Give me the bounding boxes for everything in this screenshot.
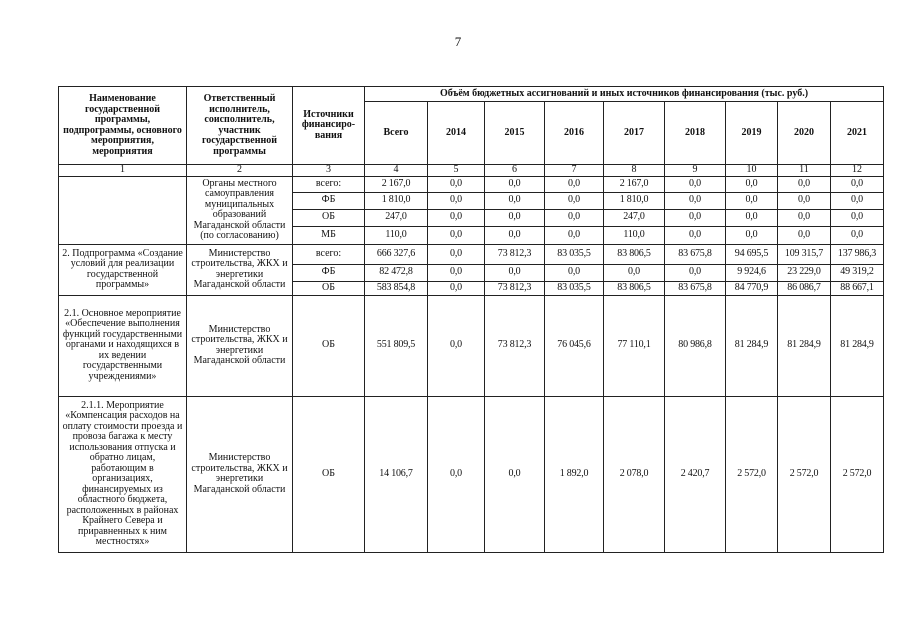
- year-value: 0,0: [665, 226, 726, 244]
- year-value: 0,0: [428, 209, 485, 226]
- year-value: 73 812,3: [485, 281, 545, 295]
- responsible-executor: Министерство строительства, ЖКХ и энергетики Магаданской области: [187, 396, 293, 552]
- column-number: 10: [726, 165, 778, 177]
- year-value: 84 770,9: [726, 281, 778, 295]
- column-number: 7: [545, 165, 604, 177]
- year-value: 2 572,0: [726, 396, 778, 552]
- year-value: 0,0: [428, 264, 485, 281]
- total-value: 2 167,0: [365, 176, 428, 192]
- year-value: 0,0: [428, 244, 485, 264]
- table-body: [59, 176, 884, 552]
- header-year: 2014: [428, 102, 485, 165]
- total-value: 110,0: [365, 226, 428, 244]
- year-value: 1 892,0: [545, 396, 604, 552]
- year-value: 109 315,7: [778, 244, 831, 264]
- header-year: 2020: [778, 102, 831, 165]
- header-year: 2021: [831, 102, 884, 165]
- year-value: 81 284,9: [831, 295, 884, 396]
- funding-source: ОБ: [293, 295, 365, 396]
- year-value: 0,0: [428, 192, 485, 209]
- funding-source: ОБ: [293, 281, 365, 295]
- column-number: 12: [831, 165, 884, 177]
- total-value: 1 810,0: [365, 192, 428, 209]
- header-year: 2018: [665, 102, 726, 165]
- year-value: 0,0: [726, 192, 778, 209]
- year-value: 83 035,5: [545, 281, 604, 295]
- program-name: 2. Подпрограмма «Создание условий для реализации государственной программы»: [59, 244, 187, 295]
- year-value: 0,0: [485, 209, 545, 226]
- year-value: 83 806,5: [604, 244, 665, 264]
- year-value: 0,0: [428, 226, 485, 244]
- column-number: 9: [665, 165, 726, 177]
- table-row: [59, 295, 884, 396]
- year-value: 80 986,8: [665, 295, 726, 396]
- year-value: 0,0: [485, 176, 545, 192]
- year-value: 0,0: [485, 192, 545, 209]
- header-year: 2019: [726, 102, 778, 165]
- column-number: 1: [59, 165, 187, 177]
- year-value: 0,0: [485, 396, 545, 552]
- year-value: 0,0: [778, 192, 831, 209]
- responsible-executor: Органы местного самоуправления муниципальных образований Магаданской области (по согласованию): [187, 176, 293, 244]
- year-value: 0,0: [831, 192, 884, 209]
- year-value: 83 675,8: [665, 244, 726, 264]
- responsible-executor: Министерство строительства, ЖКХ и энергетики Магаданской области: [187, 244, 293, 295]
- page-number: 7: [454, 34, 462, 49]
- budget-table: [58, 86, 884, 553]
- year-value: 0,0: [545, 264, 604, 281]
- year-value: 88 667,1: [831, 281, 884, 295]
- header-responsible: Ответственный исполнитель, соисполнитель, участник государственной программы: [187, 87, 293, 165]
- year-value: 0,0: [485, 264, 545, 281]
- year-value: 0,0: [604, 264, 665, 281]
- year-value: 247,0: [604, 209, 665, 226]
- funding-source: всего:: [293, 176, 365, 192]
- year-value: 2 078,0: [604, 396, 665, 552]
- year-value: 81 284,9: [778, 295, 831, 396]
- column-number: 5: [428, 165, 485, 177]
- total-value: 583 854,8: [365, 281, 428, 295]
- header-funding-group: Объём бюджетных ассигнований и иных источников финансирования (тыс. руб.): [365, 87, 884, 102]
- year-value: 0,0: [545, 226, 604, 244]
- table-row: [59, 176, 884, 192]
- funding-source: ФБ: [293, 264, 365, 281]
- total-value: 14 106,7: [365, 396, 428, 552]
- year-value: 49 319,2: [831, 264, 884, 281]
- responsible-executor: Министерство строительства, ЖКХ и энергетики Магаданской области: [187, 295, 293, 396]
- year-value: 0,0: [778, 209, 831, 226]
- header-total: Всего: [365, 102, 428, 165]
- funding-source: всего:: [293, 244, 365, 264]
- year-value: 0,0: [428, 295, 485, 396]
- header-year: 2015: [485, 102, 545, 165]
- column-number: 4: [365, 165, 428, 177]
- year-value: 23 229,0: [778, 264, 831, 281]
- column-number: 11: [778, 165, 831, 177]
- year-value: 0,0: [545, 176, 604, 192]
- table-row: [59, 244, 884, 264]
- total-value: 551 809,5: [365, 295, 428, 396]
- year-value: 0,0: [428, 176, 485, 192]
- total-value: 82 472,8: [365, 264, 428, 281]
- year-value: 0,0: [831, 209, 884, 226]
- year-value: 0,0: [428, 396, 485, 552]
- year-value: 73 812,3: [485, 244, 545, 264]
- funding-source: ФБ: [293, 192, 365, 209]
- column-number: 8: [604, 165, 665, 177]
- table-row: [59, 396, 884, 552]
- funding-source: ОБ: [293, 209, 365, 226]
- funding-source: МБ: [293, 226, 365, 244]
- year-value: 0,0: [665, 176, 726, 192]
- year-value: 0,0: [778, 226, 831, 244]
- funding-source: ОБ: [293, 396, 365, 552]
- year-value: 0,0: [545, 209, 604, 226]
- year-value: 81 284,9: [726, 295, 778, 396]
- year-value: 0,0: [726, 176, 778, 192]
- header-year: 2016: [545, 102, 604, 165]
- header-sources: Источники финансиро-вания: [293, 87, 365, 165]
- year-value: 0,0: [545, 192, 604, 209]
- year-value: 2 167,0: [604, 176, 665, 192]
- year-value: 0,0: [485, 226, 545, 244]
- year-value: 2 420,7: [665, 396, 726, 552]
- column-number: 2: [187, 165, 293, 177]
- year-value: 0,0: [726, 209, 778, 226]
- year-value: 77 110,1: [604, 295, 665, 396]
- column-number: 3: [293, 165, 365, 177]
- year-value: 0,0: [831, 176, 884, 192]
- year-value: 2 572,0: [831, 396, 884, 552]
- column-number: 6: [485, 165, 545, 177]
- year-value: 0,0: [778, 176, 831, 192]
- year-value: 76 045,6: [545, 295, 604, 396]
- year-value: 94 695,5: [726, 244, 778, 264]
- year-value: 110,0: [604, 226, 665, 244]
- year-value: 83 806,5: [604, 281, 665, 295]
- total-value: 247,0: [365, 209, 428, 226]
- header-name: Наименование государственной программы, подпрограммы, основного мероприятия, мероприятия: [59, 87, 187, 165]
- year-value: 83 035,5: [545, 244, 604, 264]
- year-value: 2 572,0: [778, 396, 831, 552]
- year-value: 83 675,8: [665, 281, 726, 295]
- year-value: 0,0: [726, 226, 778, 244]
- year-value: 0,0: [665, 192, 726, 209]
- total-value: 666 327,6: [365, 244, 428, 264]
- program-name: [59, 176, 187, 244]
- year-value: 86 086,7: [778, 281, 831, 295]
- year-value: 73 812,3: [485, 295, 545, 396]
- year-value: 1 810,0: [604, 192, 665, 209]
- year-value: 0,0: [665, 264, 726, 281]
- header-year: 2017: [604, 102, 665, 165]
- year-value: 9 924,6: [726, 264, 778, 281]
- year-value: 0,0: [665, 209, 726, 226]
- year-value: 137 986,3: [831, 244, 884, 264]
- program-name: 2.1.1. Мероприятие «Компенсация расходов на оплату стоимости проезда и провоза багажа к месту использования отпуска и обратно лицам, работающим в организациях, финансируемых из областного бюджета, расположенных в районах Крайнего Севера и приравненных к ним местностях»: [59, 396, 187, 552]
- year-value: 0,0: [831, 226, 884, 244]
- program-name: 2.1. Основное мероприятие «Обеспечение выполнения функций государственными органами и находящихся в их ведении государственными учреждениями»: [59, 295, 187, 396]
- year-value: 0,0: [428, 281, 485, 295]
